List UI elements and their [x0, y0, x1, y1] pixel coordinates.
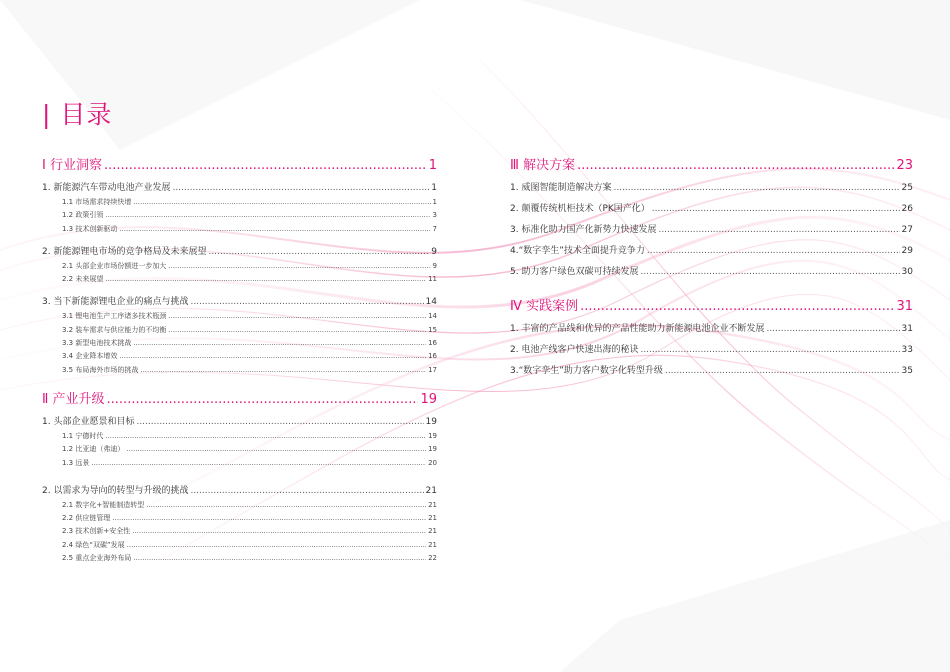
- toc-subsection-entry[interactable]: [42, 553, 437, 566]
- toc-subsection-entry[interactable]: [42, 444, 437, 457]
- toc-chapter: [42, 180, 437, 237]
- toc-section-heading-page-number: 1: [428, 158, 437, 173]
- toc-chapter-entry-page-number: 19: [425, 416, 437, 427]
- toc-subsection-entry-title: 1.1 市场需求持续快增: [62, 198, 132, 206]
- dot-leader: [613, 183, 899, 193]
- toc-chapter-entry-page-number: 14: [425, 297, 437, 308]
- toc-subsection-entry[interactable]: [42, 458, 437, 471]
- dot-leader: [133, 554, 426, 562]
- toc-chapter-entry-title: 5. 助力客户绿色双碳可持续发展: [510, 267, 639, 277]
- toc-chapter-entry-page-number: 27: [901, 225, 913, 235]
- toc-section-heading[interactable]: [42, 154, 437, 174]
- toc-subsection-entry[interactable]: [42, 431, 437, 444]
- dot-leader: [168, 262, 430, 270]
- toc-chapter-entry-title: 2. 新能源锂电市场的竞争格局及未来展望: [42, 246, 207, 257]
- toc-subsection-entry-page-number: 21: [428, 540, 437, 549]
- toc-subsection-entry-title: 3.2 装车需求与供应能力的不均衡: [62, 325, 167, 334]
- toc-chapter-entry-title: 3. 标准化助力国产化新势力快速发展: [510, 225, 657, 235]
- toc-chapter-entry-page-number: 33: [901, 345, 913, 355]
- toc-subsection-entry[interactable]: [42, 351, 437, 364]
- dot-leader: [140, 366, 426, 374]
- toc-section-heading-title: Ⅰ 行业洞察: [42, 158, 102, 173]
- toc-chapter-entry[interactable]: [510, 363, 913, 380]
- toc-chapter-entry-title: 3.“数字孪生”助力客户数字化转型升级: [510, 366, 663, 376]
- dot-leader: [647, 246, 900, 256]
- dot-leader: [665, 366, 900, 376]
- toc-chapter-entry-page-number: 29: [901, 246, 913, 256]
- toc-chapter: [42, 294, 437, 377]
- toc-subsection-entry[interactable]: [42, 526, 437, 539]
- toc-chapter-entry[interactable]: [510, 321, 913, 338]
- toc-section-heading-page-number: 31: [896, 299, 913, 314]
- toc-subsection-entry-page-number: 7: [432, 224, 437, 233]
- dot-leader: [133, 198, 430, 206]
- toc-subsection-entry-page-number: 3: [432, 211, 437, 220]
- toc-chapter-entry[interactable]: [510, 264, 913, 281]
- dot-leader: [577, 158, 894, 173]
- toc-subsection-entry-page-number: 9: [432, 261, 437, 270]
- dot-leader: [105, 275, 426, 283]
- toc-chapter: [510, 321, 913, 338]
- toc-chapter: [42, 244, 437, 288]
- dot-leader: [107, 392, 419, 407]
- toc-subsection-entry-title: 1.1 宁德时代: [62, 431, 104, 440]
- toc-chapter-entry-title: 1. 新能源汽车带动电池产业发展: [42, 183, 171, 193]
- toc-section: [510, 295, 913, 380]
- toc-chapter-entry-title: 2. 以需求为导向的转型与升级的挑战: [42, 485, 189, 496]
- toc-subsection-entry[interactable]: [42, 197, 437, 210]
- dot-leader: [168, 312, 426, 320]
- toc-chapter-entry-page-number: 21: [425, 485, 437, 496]
- toc-chapter-entry[interactable]: [42, 294, 437, 311]
- toc-subsection-entry[interactable]: [42, 365, 437, 378]
- dot-leader: [168, 326, 426, 334]
- toc-chapter-entry-title: 1. 丰富的产品线和优异的产品性能助力新能源电池企业不断发展: [510, 324, 765, 334]
- dot-leader: [119, 352, 426, 360]
- dot-leader: [126, 445, 426, 453]
- toc-chapter-entry-title: 2. 电池产线客户快速出海的秘诀: [510, 345, 639, 355]
- toc-section-heading[interactable]: [510, 154, 913, 174]
- dot-leader: [766, 324, 899, 334]
- dot-leader: [112, 514, 426, 522]
- dot-leader: [132, 527, 426, 535]
- toc-subsection-entry-page-number: 1: [432, 198, 437, 206]
- dot-leader: [146, 501, 426, 509]
- toc-subsection-entry-page-number: 19: [428, 445, 437, 454]
- toc-subsection-entry-title: 1.3 远景: [62, 458, 90, 467]
- toc-subsection-entry-page-number: 17: [428, 365, 437, 374]
- toc-chapter: [510, 264, 913, 281]
- toc-chapter-entry[interactable]: [510, 201, 913, 218]
- toc-subsection-entry-title: 2.5 重点企业海外布局: [62, 554, 132, 563]
- toc-subsection-entry[interactable]: [42, 338, 437, 351]
- toc-chapter-entry[interactable]: [42, 244, 437, 261]
- toc-chapter: [510, 363, 913, 380]
- toc-subsection-entry-page-number: 21: [428, 514, 437, 523]
- dot-leader: [580, 299, 894, 314]
- toc-chapter: [42, 483, 437, 566]
- dot-leader: [208, 247, 429, 257]
- toc-subsection-entry-page-number: 14: [428, 312, 437, 321]
- dot-leader: [133, 339, 426, 347]
- toc-subsection-entry-title: 3.1 锂电池生产工序诸多技术瓶颈: [62, 312, 167, 321]
- toc-left-column: [42, 154, 437, 576]
- toc-chapter-entry[interactable]: [42, 414, 437, 431]
- toc-subsection-entry-title: 1.2 比亚迪（弗迪）: [62, 445, 125, 454]
- dot-leader: [652, 204, 900, 214]
- toc-chapter-entry-page-number: 25: [901, 183, 913, 193]
- toc-subsection-entry-page-number: 16: [428, 339, 437, 348]
- toc-subsection-entry-page-number: 21: [428, 500, 437, 509]
- dot-leader: [658, 225, 899, 235]
- toc-subsection-entry[interactable]: [42, 325, 437, 338]
- dot-leader: [105, 211, 430, 219]
- toc-subsection-entry-title: 2.3 技术创新+安全性: [62, 527, 131, 536]
- toc-subsection-entry[interactable]: [42, 261, 437, 274]
- toc-chapter-entry-page-number: 9: [431, 246, 437, 257]
- toc-chapter-entry-page-number: 1: [431, 183, 437, 193]
- toc-subsection-entry[interactable]: [42, 311, 437, 324]
- toc-subsection-entry-title: 2.2 供应链管理: [62, 514, 111, 523]
- toc-chapter-entry-page-number: 26: [901, 204, 913, 214]
- toc-chapter: [42, 414, 437, 471]
- dot-leader: [104, 158, 427, 173]
- toc-subsection-entry-page-number: 20: [428, 458, 437, 467]
- toc-section-heading[interactable]: [42, 388, 437, 408]
- toc-subsection-entry[interactable]: [42, 224, 437, 237]
- page-title: | 目录: [42, 100, 113, 129]
- toc-subsection-entry-title: 1.3 技术创新驱动: [62, 224, 118, 233]
- toc-chapter-entry-title: 1. 威图智能制造解决方案: [510, 183, 612, 193]
- toc-chapter-entry[interactable]: [42, 483, 437, 500]
- toc-right-column: [510, 154, 913, 390]
- toc-subsection-entry-title: 2.1 头部企业市场份额进一步加大: [62, 261, 167, 270]
- toc-subsection-entry-title: 2.1 数字化+智能制造转型: [62, 500, 145, 509]
- toc-chapter-entry[interactable]: [510, 243, 913, 260]
- toc-section-heading-title: Ⅳ 实践案例: [510, 299, 579, 314]
- toc-subsection-entry[interactable]: [42, 513, 437, 526]
- toc-chapter-entry[interactable]: [42, 180, 437, 197]
- toc-chapter-entry-title: 2. 颠覆传统机柜技术（PK国产化）: [510, 204, 650, 214]
- toc-section-heading-title: Ⅲ 解决方案: [510, 158, 576, 173]
- toc-chapter-entry-title: 3. 当下新能源锂电企业的痛点与挑战: [42, 297, 189, 308]
- dot-leader: [640, 267, 899, 277]
- toc-chapter-entry[interactable]: [510, 180, 913, 197]
- dot-leader: [172, 183, 429, 193]
- toc-chapter-entry-title: 1. 头部企业愿景和目标: [42, 416, 135, 427]
- toc-subsection-entry[interactable]: [42, 540, 437, 553]
- toc-chapter: [510, 222, 913, 239]
- toc-chapter-entry-title: 4.“数字孪生”技术全面提升竞争力: [510, 246, 645, 256]
- toc-chapter-entry-page-number: 31: [901, 324, 913, 334]
- toc-subsection-entry-title: 2.4 绿色“双碳”发展: [62, 540, 125, 549]
- toc-subsection-entry-title: 2.2 未来展望: [62, 275, 104, 284]
- toc-subsection-entry-title: 3.5 布局海外市场的挑战: [62, 365, 139, 374]
- toc-chapter-entry-page-number: 35: [901, 366, 913, 376]
- toc-section-heading-page-number: 23: [896, 158, 913, 173]
- toc-chapter: [510, 243, 913, 260]
- dot-leader: [640, 345, 899, 355]
- toc-subsection-entry-page-number: 19: [428, 431, 437, 440]
- toc-subsection-entry[interactable]: [42, 210, 437, 223]
- toc-subsection-entry[interactable]: [42, 274, 437, 287]
- toc-section-heading[interactable]: [510, 295, 913, 315]
- dot-leader: [190, 297, 423, 307]
- toc-subsection-entry-page-number: 16: [428, 352, 437, 361]
- toc-chapter: [510, 180, 913, 197]
- toc-section: [510, 154, 913, 281]
- dot-leader: [127, 541, 426, 549]
- toc-subsection-entry-page-number: 11: [428, 275, 437, 284]
- toc-chapter-entry[interactable]: [510, 222, 913, 239]
- toc-subsection-entry-title: 1.2 政策引领: [62, 211, 104, 220]
- dot-leader: [105, 432, 426, 440]
- dot-leader: [136, 417, 423, 427]
- toc-subsection-entry-page-number: 22: [428, 554, 437, 563]
- toc-subsection-entry-title: 3.4 企业降本增效: [62, 352, 118, 361]
- toc-subsection-entry-page-number: 21: [428, 527, 437, 536]
- toc-section: [42, 154, 437, 378]
- toc-chapter: [510, 201, 913, 218]
- toc-chapter: [510, 342, 913, 359]
- toc-section: [42, 388, 437, 566]
- dot-leader: [119, 225, 430, 233]
- toc-section-heading-title: Ⅱ 产业升级: [42, 391, 105, 407]
- toc-chapter-entry-page-number: 30: [901, 267, 913, 277]
- toc-section-heading-page-number: 19: [420, 391, 437, 407]
- toc-chapter-entry[interactable]: [510, 342, 913, 359]
- dot-leader: [91, 459, 426, 467]
- dot-leader: [190, 486, 423, 496]
- toc-subsection-entry-title: 3.3 新型电池技术挑战: [62, 339, 132, 348]
- toc-subsection-entry[interactable]: [42, 500, 437, 513]
- toc-subsection-entry-page-number: 15: [428, 325, 437, 334]
